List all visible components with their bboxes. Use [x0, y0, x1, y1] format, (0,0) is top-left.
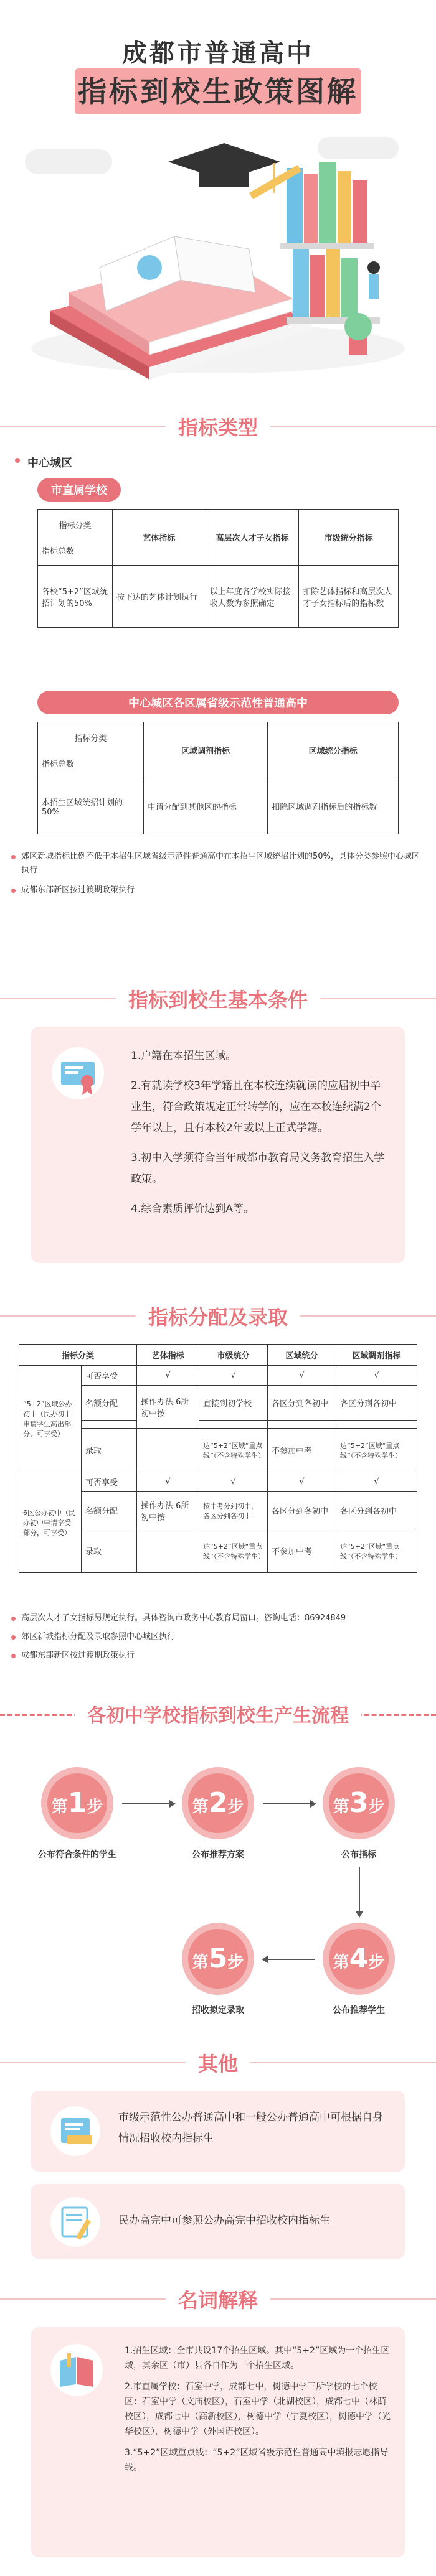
arrow-right-icon — [122, 1803, 174, 1804]
cell-talent: 以上年度各学校实际接收人数为参照确定 — [206, 566, 299, 628]
section-conditions — [0, 1027, 436, 1288]
note-item: 郊区新城指标比例不低于本招生区域省级示范性普通高中在本招生区域统招计划的50%，具体分类参照中心城区执行 — [0, 850, 424, 877]
pill-city-schools: 市直属学校 — [37, 478, 121, 502]
section-title: 指标类型 — [166, 412, 270, 441]
arrow-left-icon — [263, 1959, 315, 1960]
document-icon — [49, 2104, 102, 2158]
step-1-badge: 第1步 — [41, 1767, 113, 1839]
glossary-card — [31, 2327, 405, 2557]
col-art: 艺体指标 — [112, 510, 206, 566]
section-heading-glossary — [0, 2271, 436, 2327]
cell-city: 扣除艺体指标和高层次人才子女指标后的指标数 — [299, 566, 399, 628]
glossary-item: 3.“5+2”区域重点线：“5+2”区域省级示范性普通高中填报志愿指导线。 — [125, 2448, 389, 2473]
section-heading-allocation — [0, 1288, 436, 1344]
condition-item: 4.综合素质评价达到A等。 — [131, 1203, 254, 1215]
col-talent: 高层次人才子女指标 — [206, 510, 299, 566]
condition-item: 3.初中入学须符合当年成都市教育局义务教育招生入学政策。 — [131, 1152, 385, 1185]
table-city-quota — [37, 509, 399, 628]
step-1-label: 公布符合条件的学生 — [38, 1850, 116, 1860]
section-allocation — [0, 1344, 436, 1686]
step-3-badge: 第3步 — [323, 1767, 395, 1839]
section-heading-process — [0, 1686, 436, 1742]
section-heading-other — [0, 2035, 436, 2091]
row-label: 各校“5+2”区域统招计划的50% — [38, 566, 113, 628]
step-5-label: 招收拟定录取 — [192, 2005, 244, 2015]
note-item: 高层次人才子女指标另规定执行。具体咨询市政务中心教育局窗口。咨询电话：86924849 — [0, 1612, 424, 1625]
conditions-card — [31, 1027, 405, 1263]
condition-item: 1.户籍在本招生区域。 — [131, 1050, 237, 1062]
pill-district-schools: 中心城区各区属省级示范性普通高中 — [37, 691, 399, 714]
group-label: 6区公办初中（民办初中申请享受部分，可享受） — [19, 1472, 82, 1573]
subtitle-central: 中心城区 — [0, 454, 72, 470]
table-district-quota — [37, 722, 399, 834]
section-title: 指标到校生基本条件 — [116, 984, 320, 1013]
certificate-icon — [50, 1045, 106, 1101]
note-item: 郊区新城指标分配及录取参照中心城区执行 — [0, 1630, 424, 1644]
pen-paper-icon — [49, 2195, 102, 2249]
group-label: “5+2”区域公办初中（民办初中申请学生高出部分，可享受） — [19, 1366, 82, 1472]
page-banner: 指标到校生政策图解 — [75, 68, 361, 114]
other-text-2: 民办高完中可参照公办高完中招收校内指标生 — [118, 2214, 330, 2227]
col-adjust: 区域调剂指标 — [143, 722, 268, 778]
section-process — [0, 1742, 436, 2035]
row-label: 本招生区域统招计划的50% — [38, 778, 144, 834]
section-other — [0, 2091, 436, 2271]
col-city: 市级统分指标 — [299, 510, 399, 566]
other-card-2 — [31, 2184, 405, 2259]
glossary-item: 2.市直属学校：石室中学，成都七中，树德中学三所学校的七个校区：石室中学（文庙校区），石室中学（北湖校区），成都七中（林荫校区），成都七中（高新校区），树德中学（宁夏校区），树德中学（光华校区），树德中学（外国语校区）。 — [125, 2382, 391, 2437]
step-2-badge: 第2步 — [182, 1767, 254, 1839]
section-title: 各初中学校指标到校生产生流程 — [75, 1700, 361, 1727]
book-icon — [49, 2342, 105, 2398]
table-corner: 指标分类 指标总数 — [38, 722, 144, 778]
table-corner: 指标分类 指标总数 — [38, 510, 113, 566]
table-allocation: 指标分类 艺体指标 市级统分 区域统分 区域调剂指标 “5+2”区域公办初中（民办初中申请学生高出部分，可享受） 可否享受 √ √ √ √ 名额分配 操作办法 6所初中按 直接到初学校 各区分到各初中 各区分到各初中 录取 达“5+2”区域“重点线”（不含特殊学生） 不参加中考 达“5+2”区域“重点线”（不含特殊学生） 6区公办初中（民办初中申请享受部分，可享受） 可否享受 √ √ √ √ 名额分配 操作办法 6所初中按 按中考分到初中，各区分到各初中 各区分到各初中 各区分到各初中 录取 达“5+2”区域“重点线”（不含特殊学生） 不参加中考 达“5+2”区域“重点线”（不含特殊学生） — [19, 1344, 417, 1573]
other-card-1 — [31, 2091, 405, 2172]
col-unified: 区域统分指标 — [268, 722, 399, 778]
cell-unified: 扣除区域调剂指标后的指标数 — [268, 778, 399, 834]
step-5-badge: 第5步 — [182, 1923, 254, 1995]
section-types — [0, 454, 436, 971]
section-title: 指标分配及录取 — [136, 1302, 300, 1330]
arrow-down-icon — [359, 1867, 360, 1916]
condition-item: 2.有就读学校3年学籍且在本校连续就读的应届初中毕业生，符合政策规定正常转学的，应在本校连续满2个学年以上，且有本校2年或以上正式学籍。 — [131, 1080, 381, 1134]
glossary-item: 1.招生区域：全市共设17个招生区域。其中“5+2”区域为一个招生区域，其余区（市）县各自作为一个招生区域。 — [125, 2346, 390, 2371]
cell-art: 按下达的艺体计划执行 — [112, 566, 206, 628]
step-2-label: 公布推荐方案 — [192, 1850, 244, 1860]
step-4-badge: 第4步 — [323, 1923, 395, 1995]
arrow-right-icon — [263, 1803, 315, 1804]
section-title: 其他 — [186, 2048, 250, 2077]
hero-illustration — [25, 124, 411, 386]
cell-adjust: 申请分配到其他区的指标 — [143, 778, 268, 834]
section-heading-types — [0, 398, 436, 454]
section-glossary — [0, 2327, 436, 2576]
hero-header — [0, 0, 436, 398]
step-4-label: 公布推荐学生 — [333, 2005, 385, 2015]
step-3-label: 公布指标 — [341, 1850, 376, 1860]
note-item: 成都东部新区按过渡期政策执行 — [0, 884, 424, 897]
note-item: 成都东部新区按过渡期政策执行 — [0, 1649, 424, 1663]
section-title: 名词解释 — [166, 2285, 270, 2313]
section-heading-conditions — [0, 971, 436, 1027]
page-title: 成都市普通高中 — [122, 39, 314, 68]
other-text-1: 市级示范性公办普通高中和一般公办普通高中可根据自身情况招收校内指标生 — [118, 2111, 383, 2145]
